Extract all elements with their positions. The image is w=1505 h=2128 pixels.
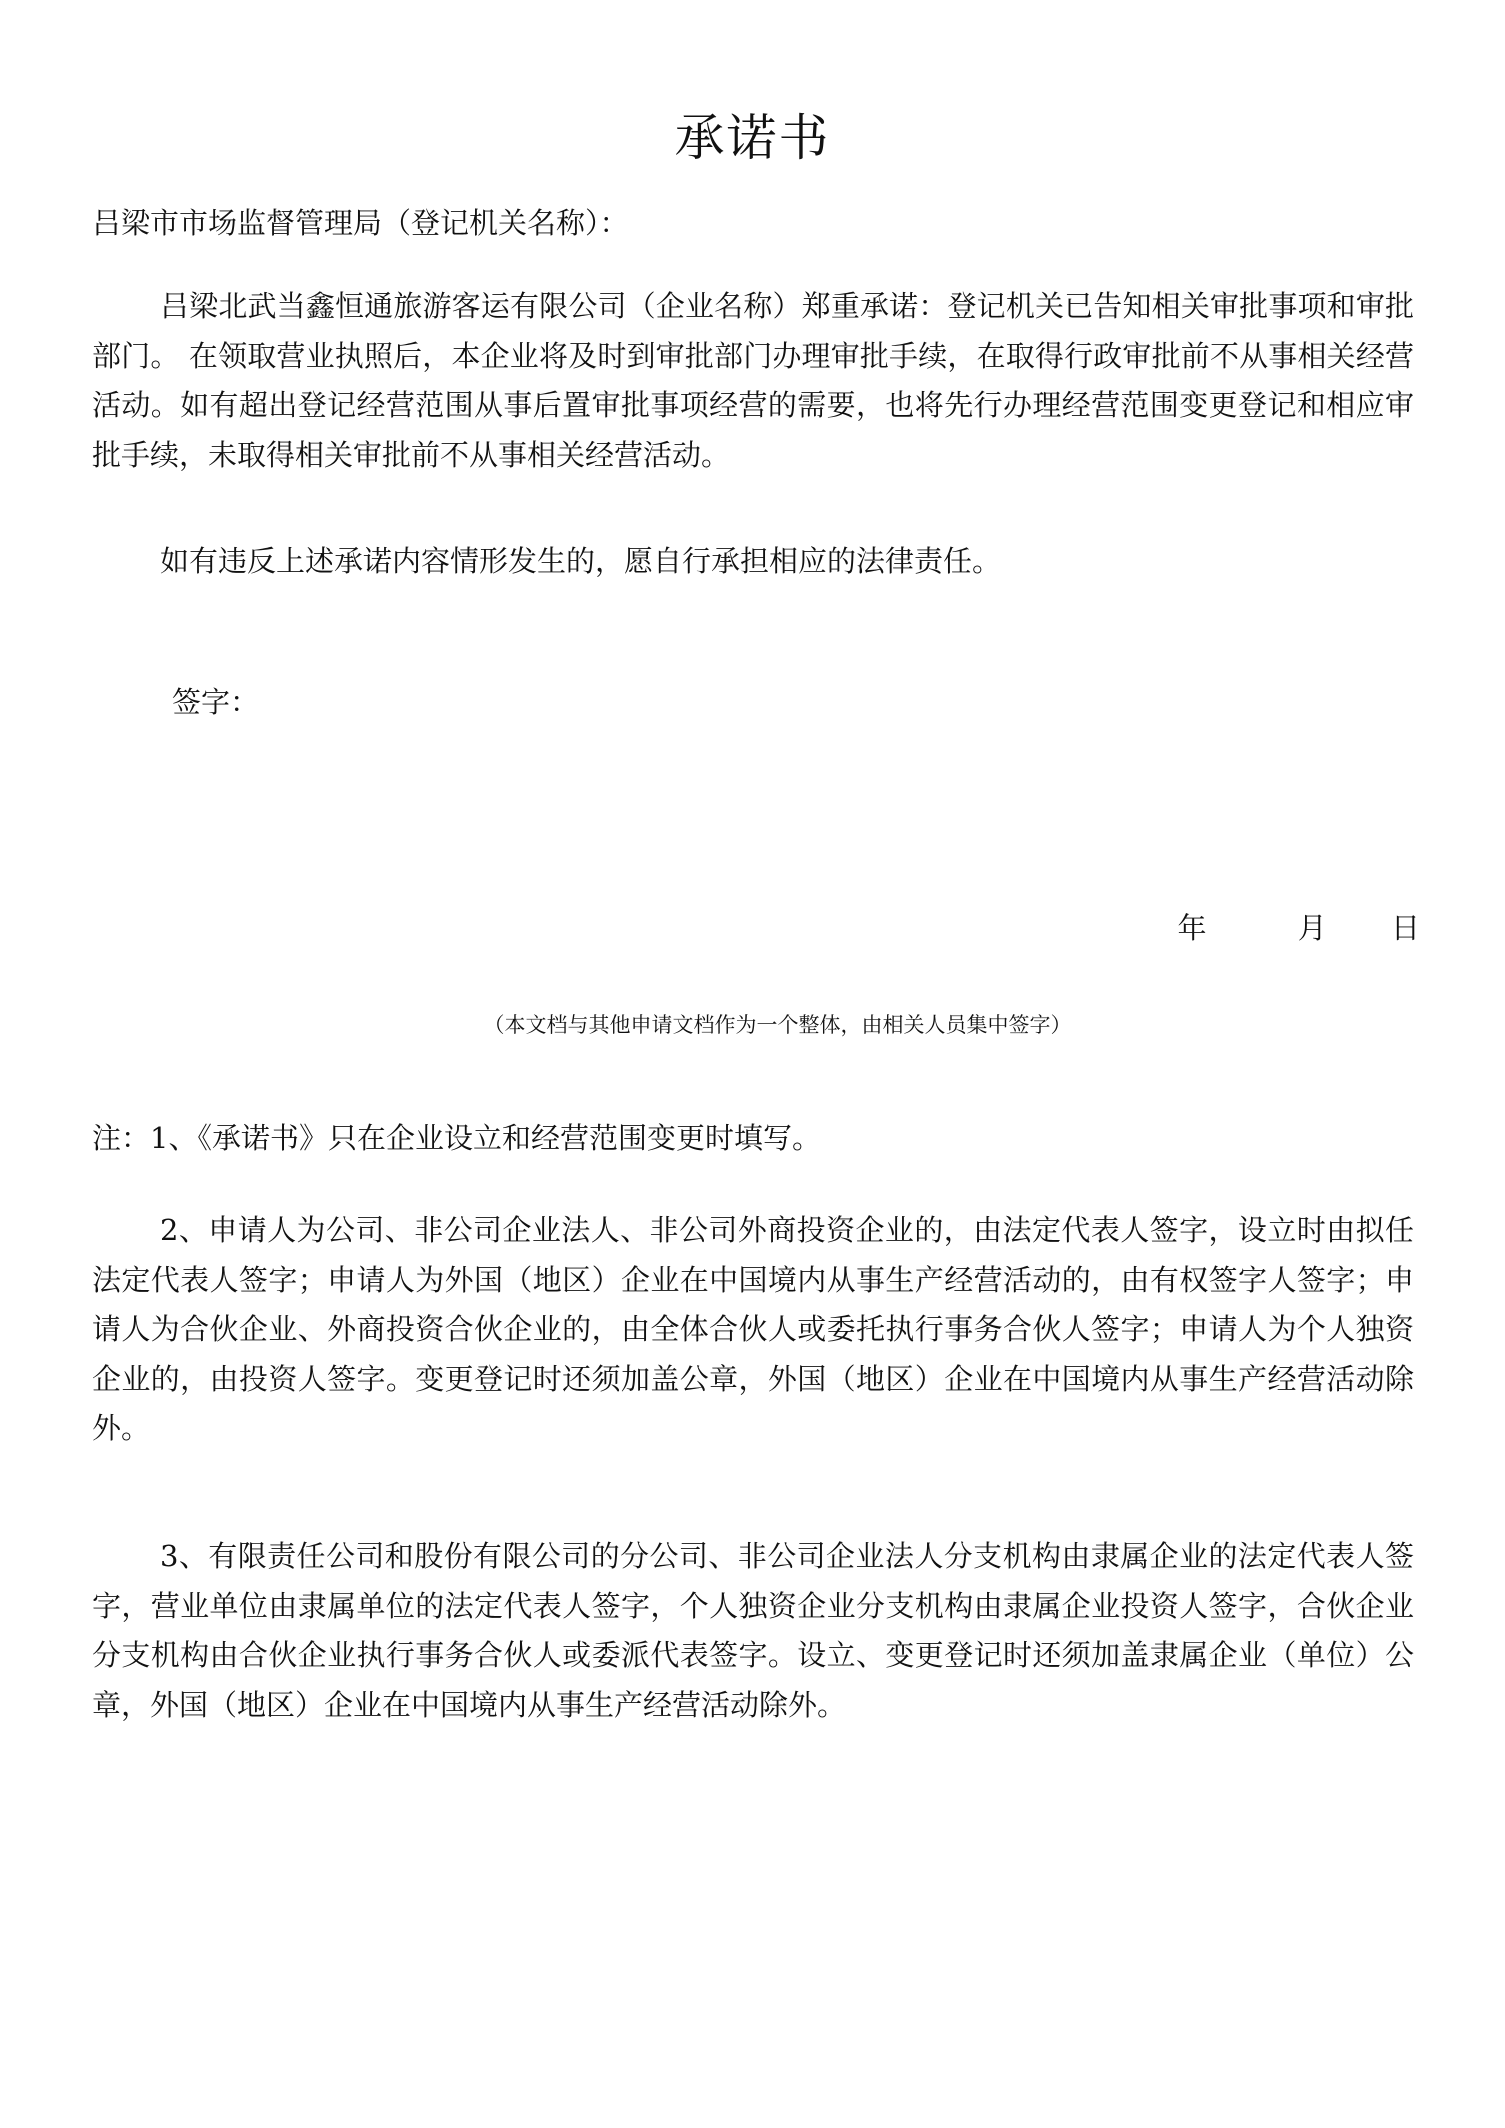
document-title: 承诺书 [674, 109, 831, 167]
liability-paragraph: 如有违反上述承诺内容情形发生的，愿自行承担相应的法律责任。 [160, 544, 1002, 578]
date-month-label: 月 [1297, 911, 1327, 945]
date-year-label: 年 [1177, 911, 1207, 945]
date-day-label: 日 [1390, 911, 1420, 945]
collective-signing-note: （本文档与其他申请文档作为一个整体，由相关人员集中签字） [483, 1013, 1072, 1037]
signature-label: 签字： [172, 685, 260, 719]
commitment-paragraph: 吕梁北武当鑫恒通旅游客运有限公司（企业名称）郑重承诺：登记机关已告知相关审批事项和审批部门。 在领取营业执照后，本企业将及时到审批部门办理审批手续，在取得行政审批前不从事相关经营活动。如有超出登记经营范围从事后置审批事项经营的需要，也将先行办理经营范围变更登记和相应审批手续，未取得相关审批前不从事相关经营活动。 [92, 289, 1414, 472]
note-item-3: 3、有限责任公司和股份有限公司的分公司、非公司企业法人分支机构由隶属企业的法定代表人签字，营业单位由隶属单位的法定代表人签字，个人独资企业分支机构由隶属企业投资人签字，合伙企业分支机构由合伙企业执行事务合伙人或委派代表签字。设立、变更登记时还须加盖隶属企业（单位）公章，外国（地区）企业在中国境内从事生产经营活动除外。 [92, 1539, 1414, 1722]
date-line [1178, 903, 1420, 953]
addressee-line: 吕梁市市场监督管理局（登记机关名称）： [92, 206, 629, 240]
note-item-1: 注：1、《承诺书》只在企业设立和经营范围变更时填写。 [92, 1121, 821, 1155]
note-item-2: 2、申请人为公司、非公司企业法人、非公司外商投资企业的，由法定代表人签字，设立时由拟任法定代表人签字；申请人为外国（地区）企业在中国境内从事生产经营活动的，由有权签字人签字；申请人为合伙企业、外商投资合伙企业的，由全体合伙人或委托执行事务合伙人签字；申请人为个人独资企业的，由投资人签字。变更登记时还须加盖公章，外国（地区）企业在中国境内从事生产经营活动除外。 [92, 1213, 1414, 1445]
